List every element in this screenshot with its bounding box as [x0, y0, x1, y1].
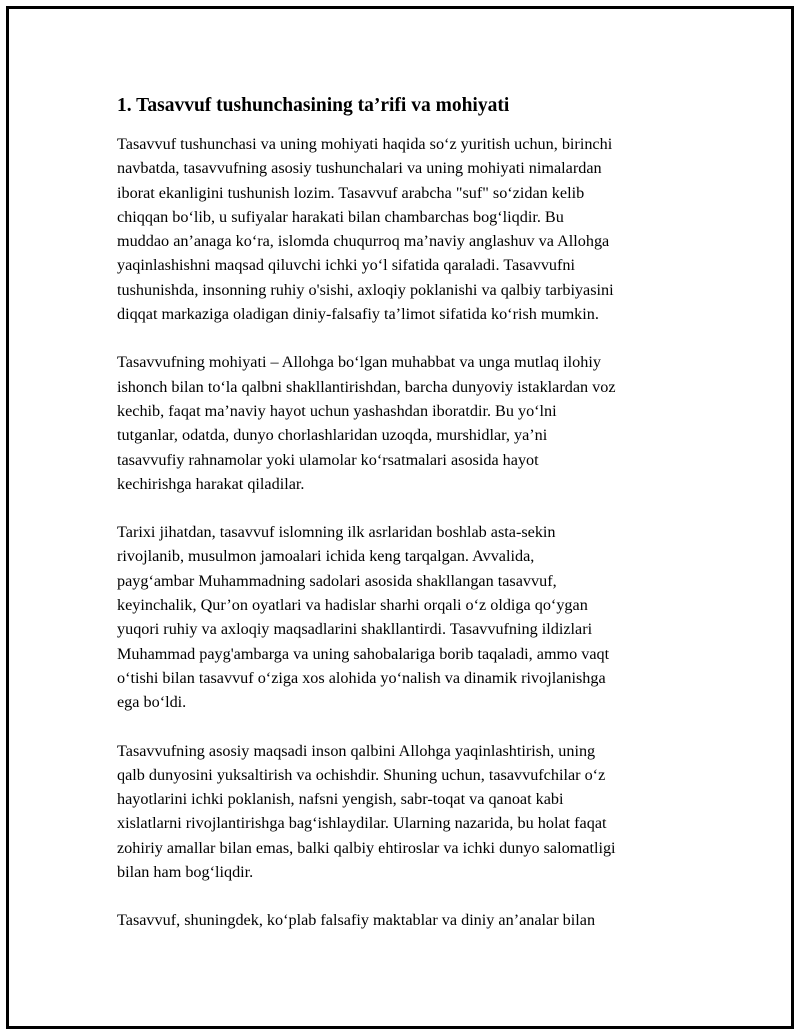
paragraph-1: Tasavvuf tushunchasi va uning mohiyati haqida so‘z yuritish uchun, birinchi navbatda, tasavvufning asosiy tushunchalari va uning mohiyati nimalardan iborat ekanligini tushunish lozim. Tasavvuf arabcha "suf" so‘zidan kelib chiqqan bo‘lib, u sufiyalar harakati bilan chambarchas bog‘liqdir. Bu muddao an’anaga ko‘ra, islomda chuqurroq ma’naviy anglashuv va Allohga yaqinlashishni maqsad qiluvchi ichki yo‘l sifatida qaraladi. Tasavvufni tushunishda, insonning ruhiy o'sishi, axloqiy poklanishi va qalbiy tarbiyasini diqqat markaziga oladigan diniy-falsafiy ta’limot sifatida ko‘rish mumkin.	[117, 135, 614, 324]
section-heading: 1. Tasavvuf tushunchasining ta’rifi va mohiyati	[117, 95, 510, 116]
paragraph-2: Tasavvufning mohiyati – Allohga bo‘lgan muhabbat va unga mutlaq ilohiy ishonch bilan to‘la qalbni shakllantirishdan, barcha dunyoviy istaklardan voz kechib, faqat ma’naviy hayot uchun yashashdan iboratdir. Bu yo‘lni tutganlar, odatda, dunyo chorlashlaridan uzoqda, murshidlar, ya’ni tasavvufiy rahnamolar yoki ulamolar ko‘rsatmalari asosida hayot kechirishga harakat qiladilar.	[117, 353, 616, 493]
paragraph-5: Tasavvuf, shuningdek, ko‘plab falsafiy maktablar va diniy an’analar bilan	[117, 911, 596, 930]
document-body	[117, 93, 693, 957]
paragraph-3: Tarixi jihatdan, tasavvuf islomning ilk asrlaridan boshlab asta-sekin rivojlanib, musulmon jamoalari ichida keng tarqalgan. Avvalida, payg‘ambar Muhammadning sadolari asosida shakllangan tasavvuf, keyinchalik, Qur’on oyatlari va hadislar sharhi orqali o‘z oldiga qo‘ygan yuqori ruhiy va axloqiy maqsadlarini shakllantirdi. Tasavvufning ildizlari Muhammad payg'ambarga va uning sahobalariga borib taqaladi, ammo vaqt o‘tishi bilan tasavvuf o‘ziga xos alohida yo‘nalish va dinamik rivojlanishga ega bo‘ldi.	[117, 523, 610, 712]
paragraph-4: Tasavvufning asosiy maqsadi inson qalbini Allohga yaqinlashtirish, uning qalb dunyosini yuksaltirish va ochishdir. Shuning uchun, tasavvufchilar o‘z hayotlarini ichki poklanish, nafsni yengish, sabr-toqat va qanoat kabi xislatlarni rivojlantirishga bag‘ishlaydilar. Ularning nazarida, bu holat faqat zohiriy amallar bilan emas, balki qalbiy ehtiroslar va ichki dunyo salomatligi bilan ham bog‘liqdir.	[117, 741, 616, 882]
